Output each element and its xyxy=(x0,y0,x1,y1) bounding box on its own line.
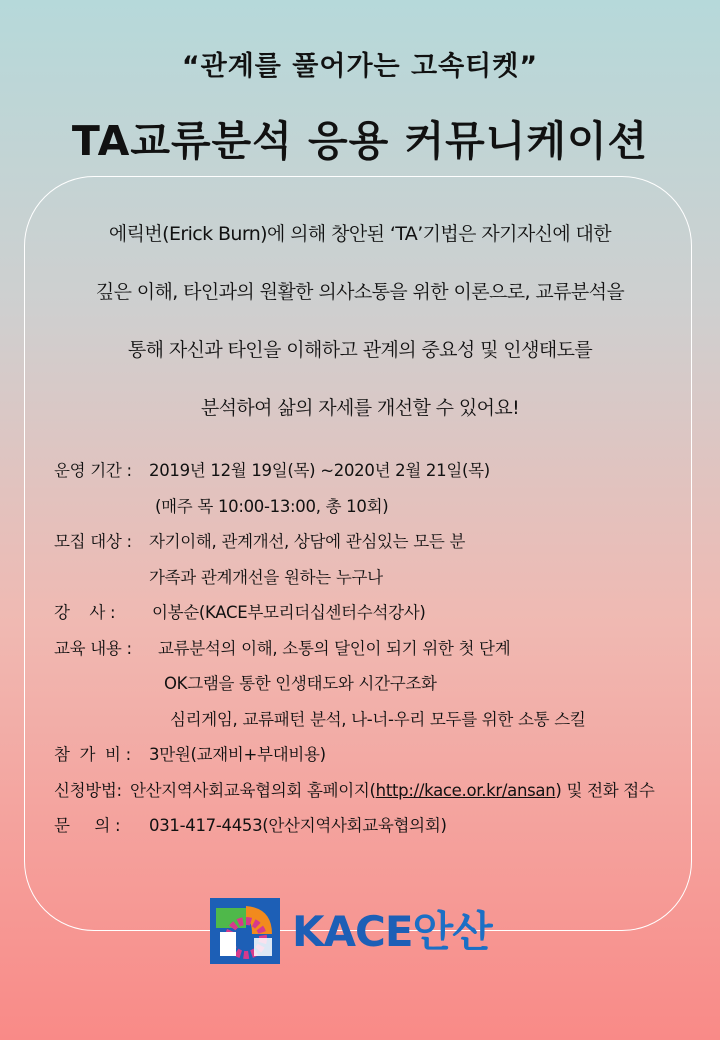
kace-logo-korean: 안산 xyxy=(412,907,492,956)
fee-row xyxy=(54,737,694,773)
content-value-3: 심리게임, 교류패턴 분석, 나-너-우리 모두를 위한 소통 스킬 xyxy=(170,709,586,729)
apply-row xyxy=(54,773,694,809)
content-row-3 xyxy=(54,702,694,738)
apply-value-suffix: ) 및 전화 접수 xyxy=(555,780,655,800)
intro-line: 통해 자신과 타인을 이해하고 관계의 중요성 및 인생태도를 xyxy=(127,339,593,361)
instructor-label: 강 사 : xyxy=(54,603,116,622)
event-subtitle: “관계를 풀어가는 고속티켓” xyxy=(181,51,539,82)
intro-line: 깊은 이해, 타인과의 원활한 의사소통을 위한 이론으로, 교류분석을 xyxy=(95,281,625,303)
content-row-2 xyxy=(54,666,694,702)
instructor-row xyxy=(54,595,694,631)
apply-value: 안산지역사회교육협의회 홈페이지( xyxy=(130,780,376,800)
kace-logo xyxy=(210,898,510,964)
period-sub-row xyxy=(54,489,694,525)
intro-paragraph xyxy=(0,205,720,437)
fee-value: 3만원(교재비+부대비용) xyxy=(149,745,326,764)
intro-line: 분석하여 삶의 자세를 개선할 수 있어요! xyxy=(200,397,520,419)
apply-link[interactable]: http://kace.or.kr/ansan xyxy=(375,780,556,800)
details-list xyxy=(54,453,694,844)
target-label: 모집 대상 : xyxy=(54,532,132,551)
target-row xyxy=(54,524,694,560)
intro-line: 에릭번(Erick Burn)에 의해 창안된 ‘TA’기법은 자기자신에 대한 xyxy=(108,223,612,245)
contact-value: 031-417-4453(안산지역사회교육협의회) xyxy=(149,816,447,835)
content-label: 교육 내용 : xyxy=(54,638,132,658)
apply-label: 신청방법: xyxy=(54,780,122,800)
fee-label: 참 가 비 : xyxy=(54,745,131,764)
period-row xyxy=(54,453,694,489)
target-value: 자기이해, 관계개선, 상담에 관심있는 모든 분 xyxy=(149,532,466,551)
period-value: 2019년 12월 19일(목) ~2020년 2월 21일(목) xyxy=(149,461,490,480)
content-row xyxy=(54,631,694,667)
event-title: TA교류분석 응용 커뮤니케이션 xyxy=(71,117,649,165)
contact-label: 문 의 : xyxy=(54,816,121,835)
target-sub: 가족과 관계개선을 원하는 누구나 xyxy=(149,567,383,587)
period-label: 운영 기간 : xyxy=(54,461,132,480)
kace-logo-text xyxy=(292,904,492,960)
kace-logo-latin: KACE xyxy=(292,907,413,956)
target-sub-row xyxy=(54,560,694,596)
instructor-value: 이봉순(KACE부모리더십센터수석강사) xyxy=(152,603,426,622)
content-value-1: 교류분석의 이해, 소통의 달인이 되기 위한 첫 단계 xyxy=(158,638,511,658)
content-value-2: OK그램을 통한 인생태도와 시간구조화 xyxy=(164,674,437,693)
contact-row xyxy=(54,808,694,844)
period-sub: (매주 목 10:00-13:00, 총 10회) xyxy=(155,496,389,516)
kace-logo-icon xyxy=(210,898,280,964)
